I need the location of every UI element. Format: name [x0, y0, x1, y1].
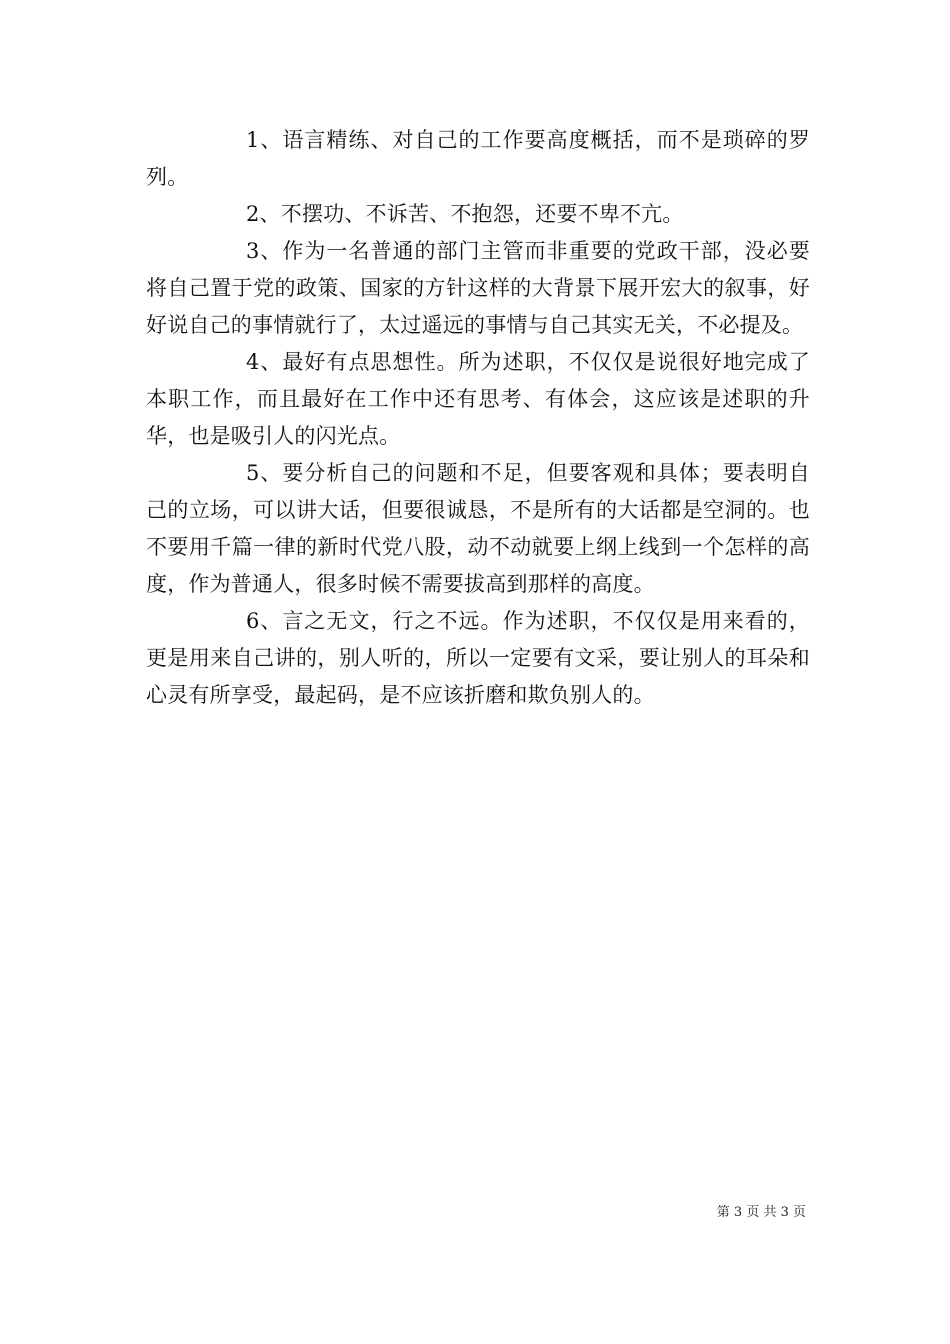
- paragraph-2: 2、不摆功、不诉苦、不抱怨，还要不卑不亢。: [246, 202, 684, 226]
- paragraph-6: 6、言之无文，行之不远。作为述职，不仅仅是用来看的，更是用来自己讲的，别人听的，所以一定要有文采，要让别人的耳朵和心灵有所享受，最起码，是不应该折磨和欺负别人的。: [146, 609, 810, 707]
- document-body: [146, 122, 810, 714]
- paragraph-5: 5、要分析自己的问题和不足，但要客观和具体；要表明自己的立场，可以讲大话，但要很诚恳，不是所有的大话都是空洞的。也不要用千篇一律的新时代党八股，动不动就要上纲上线到一个怎样的高度，作为普通人，很多时候不需要拔高到那样的高度。: [146, 461, 810, 596]
- paragraph-3: 3、作为一名普通的部门主管而非重要的党政干部，没必要将自己置于党的政策、国家的方针这样的大背景下展开宏大的叙事，好好说自己的事情就行了，太过遥远的事情与自己其实无关，不必提及。: [146, 239, 810, 337]
- paragraph-4: 4、最好有点思想性。所为述职，不仅仅是说很好地完成了本职工作，而且最好在工作中还有思考、有体会，这应该是述职的升华，也是吸引人的闪光点。: [146, 350, 810, 448]
- paragraph-1: 1、语言精练、对自己的工作要高度概括，而不是琐碎的罗列。: [146, 128, 810, 189]
- page-number-footer: 第 3 页 共 3 页: [716, 1205, 806, 1220]
